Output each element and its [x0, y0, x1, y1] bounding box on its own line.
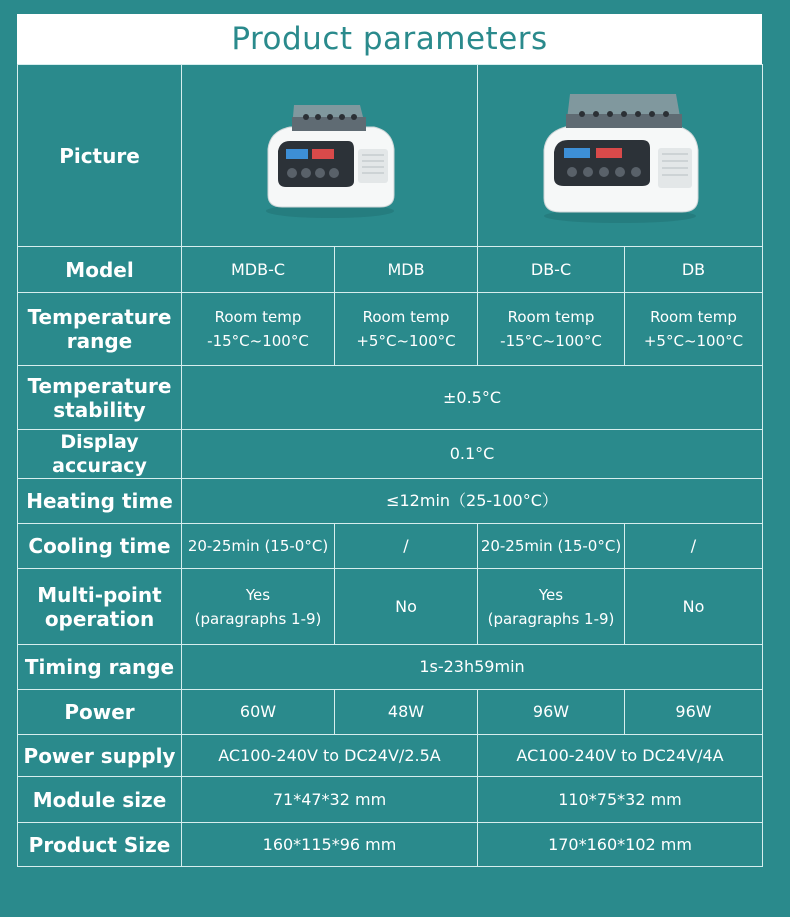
- cooling-time-cell: /: [625, 524, 763, 569]
- product-size-cell: 160*115*96 mm: [182, 823, 478, 867]
- module-size-cell: 110*75*32 mm: [478, 777, 763, 823]
- model-cell: MDB-C: [182, 247, 335, 293]
- row-label-timing-range: Timing range: [18, 645, 182, 690]
- temperature-range-cell: Room temp -15°C~100°C: [182, 293, 335, 366]
- row-label-multi-point: Multi-point operation: [18, 569, 182, 645]
- model-cell: DB: [625, 247, 763, 293]
- table-row-power-supply: [18, 735, 763, 777]
- temperature-range-cell: Room temp +5°C~100°C: [335, 293, 478, 366]
- title-bar: [17, 14, 762, 64]
- cooling-time-cell: 20-25min (15-0°C): [182, 524, 335, 569]
- table-row-heating-time: [18, 479, 763, 524]
- table-row-picture: [18, 65, 763, 247]
- cooling-time-cell: 20-25min (15-0°C): [478, 524, 625, 569]
- table-row-cooling-time: [18, 524, 763, 569]
- parameters-table: [17, 64, 763, 867]
- power-cell: 96W: [478, 690, 625, 735]
- multi-point-cell: No: [335, 569, 478, 645]
- product-size-cell: 170*160*102 mm: [478, 823, 763, 867]
- multi-point-cell: No: [625, 569, 763, 645]
- power-cell: 48W: [335, 690, 478, 735]
- row-label-temperature-stability: Temperature stability: [18, 366, 182, 430]
- model-cell: MDB: [335, 247, 478, 293]
- heating-time-value: ≤12min（25-100°C）: [182, 479, 763, 524]
- power-supply-cell: AC100-240V to DC24V/4A: [478, 735, 763, 777]
- picture-small-unit: [182, 65, 478, 247]
- table-row-power: [18, 690, 763, 735]
- row-label-temperature-range: Temperature range: [18, 293, 182, 366]
- model-cell: DB-C: [478, 247, 625, 293]
- table-row-model: [18, 247, 763, 293]
- row-label-module-size: Module size: [18, 777, 182, 823]
- display-accuracy-value: 0.1°C: [182, 430, 763, 479]
- temperature-range-cell: Room temp +5°C~100°C: [625, 293, 763, 366]
- row-label-picture: Picture: [18, 65, 182, 247]
- power-supply-cell: AC100-240V to DC24V/2.5A: [182, 735, 478, 777]
- dry-bath-large-image: [530, 86, 710, 226]
- table-row-display-accuracy: [18, 430, 763, 479]
- table-row-product-size: [18, 823, 763, 867]
- row-label-cooling-time: Cooling time: [18, 524, 182, 569]
- row-label-heating-time: Heating time: [18, 479, 182, 524]
- power-cell: 60W: [182, 690, 335, 735]
- row-label-display-accuracy: Display accuracy: [18, 430, 182, 479]
- picture-large-unit: [478, 65, 763, 247]
- multi-point-cell: Yes (paragraphs 1-9): [478, 569, 625, 645]
- table-row-temperature-range: [18, 293, 763, 366]
- multi-point-cell: Yes (paragraphs 1-9): [182, 569, 335, 645]
- table-row-temperature-stability: [18, 366, 763, 430]
- table-row-module-size: [18, 777, 763, 823]
- cooling-time-cell: /: [335, 524, 478, 569]
- page-title: Product parameters: [231, 21, 548, 57]
- row-label-power: Power: [18, 690, 182, 735]
- mini-dry-bath-small-image: [250, 91, 410, 221]
- row-label-product-size: Product Size: [18, 823, 182, 867]
- table-row-timing-range: [18, 645, 763, 690]
- temperature-stability-value: ±0.5°C: [182, 366, 763, 430]
- table-row-multi-point: [18, 569, 763, 645]
- row-label-power-supply: Power supply: [18, 735, 182, 777]
- power-cell: 96W: [625, 690, 763, 735]
- temperature-range-cell: Room temp -15°C~100°C: [478, 293, 625, 366]
- module-size-cell: 71*47*32 mm: [182, 777, 478, 823]
- row-label-model: Model: [18, 247, 182, 293]
- timing-range-value: 1s-23h59min: [182, 645, 763, 690]
